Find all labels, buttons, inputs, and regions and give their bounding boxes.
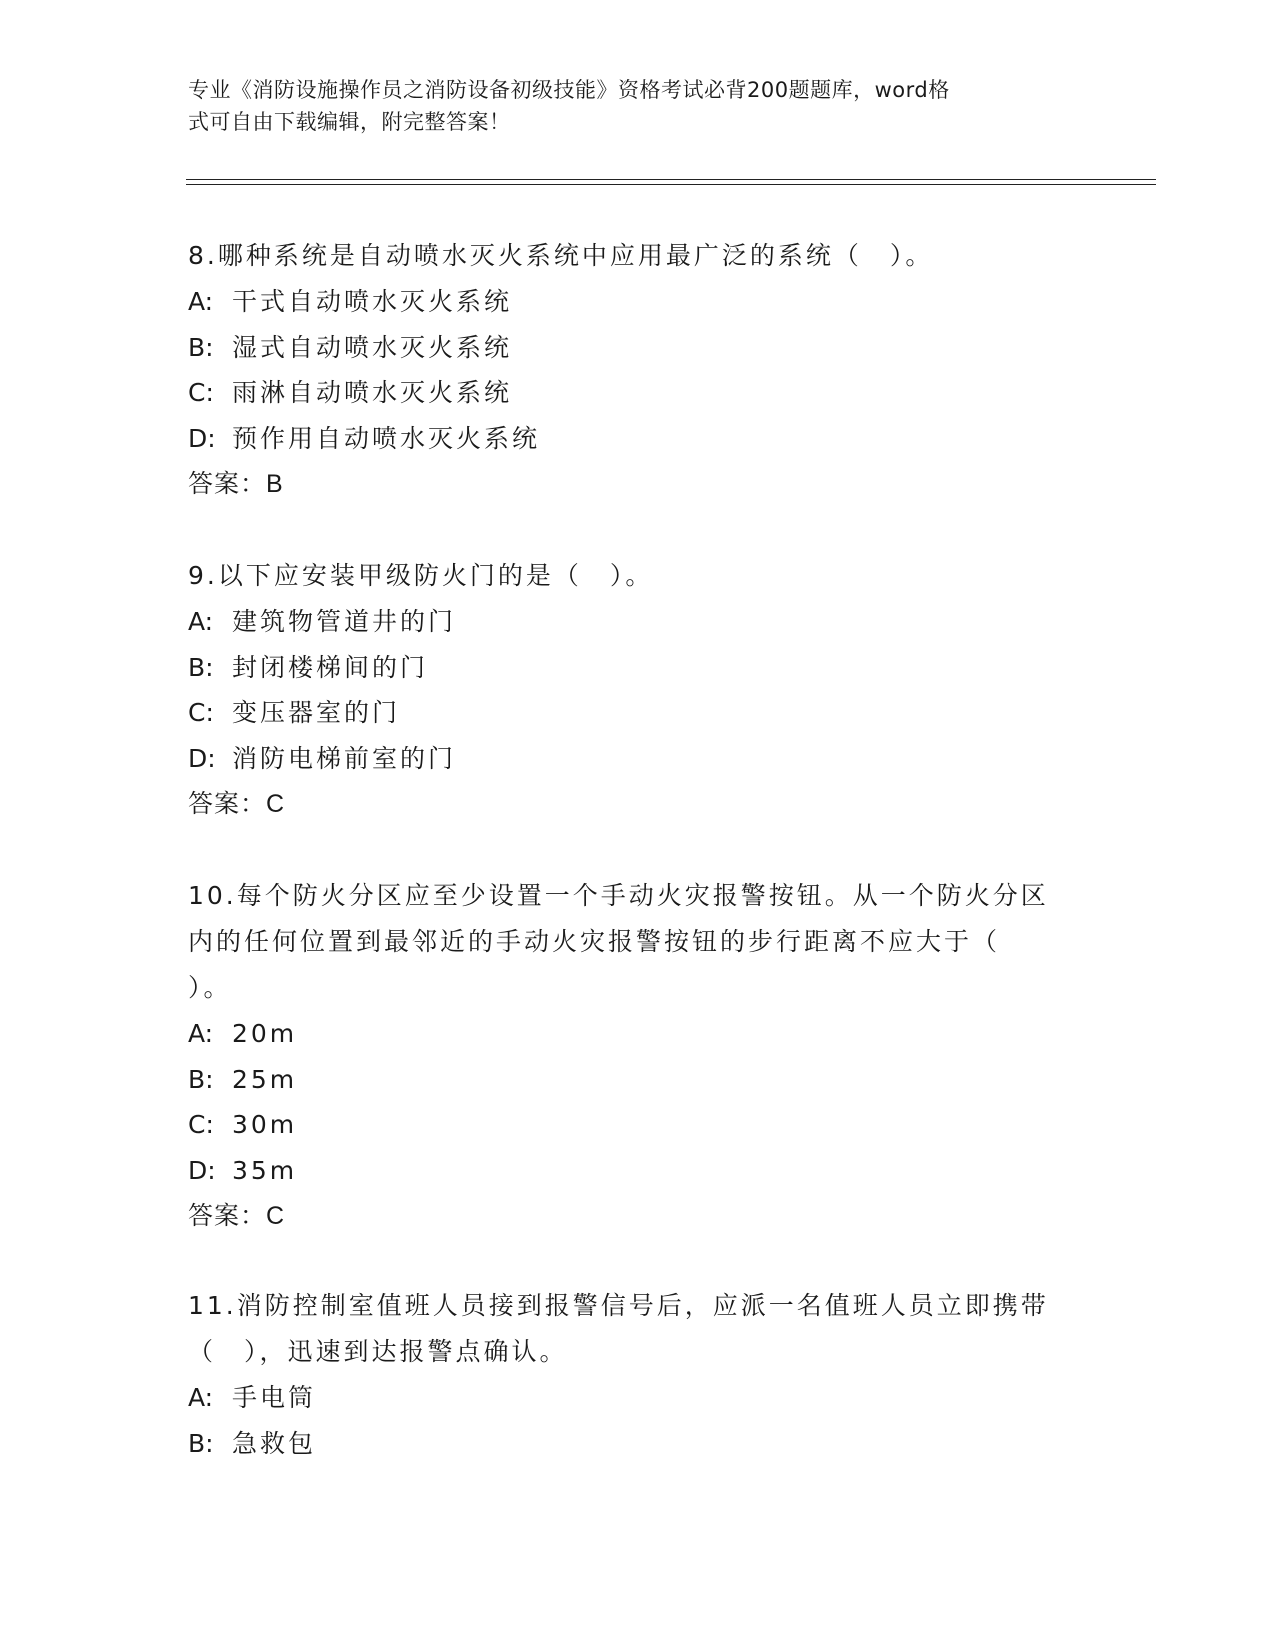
option-c [188, 690, 1088, 736]
question-stem-line-2: 内的任何位置到最邻近的手动火灾报警按钮的步行距离不应大于（ [188, 927, 1001, 956]
option-a [188, 279, 1088, 325]
option-label: D: [188, 743, 216, 773]
option-b [188, 645, 1088, 691]
question-9 [188, 553, 1088, 827]
option-d [188, 1148, 1088, 1194]
answer: 答案：B [188, 470, 284, 498]
option-label: C: [188, 1110, 214, 1139]
option-b [188, 325, 1088, 371]
header-divider-bottom [186, 184, 1156, 185]
option-text: 30m [232, 1110, 298, 1139]
option-text: 预作用自动喷水灭火系统 [232, 423, 541, 453]
option-text: 25m [232, 1064, 298, 1094]
option-label: D: [188, 423, 216, 453]
document-header [188, 74, 1068, 138]
option-text: 建筑物管道井的门 [232, 607, 457, 636]
option-label: C: [188, 378, 214, 407]
option-label: A: [188, 287, 214, 316]
question-10 [188, 873, 1088, 1239]
option-label: A: [188, 1383, 214, 1412]
question-8 [188, 233, 1088, 507]
option-text: 封闭楼梯间的门 [232, 652, 429, 682]
question-11 [188, 1283, 1088, 1466]
option-a [188, 1375, 1088, 1421]
option-c [188, 1102, 1088, 1148]
option-b [188, 1057, 1088, 1103]
option-a [188, 599, 1088, 645]
answer: 答案：C [188, 1202, 286, 1230]
option-b [188, 1421, 1088, 1467]
option-text: 变压器室的门 [232, 698, 401, 727]
header-divider-top [186, 179, 1156, 180]
option-label: D: [188, 1155, 216, 1185]
option-text: 湿式自动喷水灭火系统 [232, 332, 513, 362]
question-stem: 8.哪种系统是自动喷水灭火系统中应用最广泛的系统（ ）。 [188, 241, 934, 270]
option-label: B: [188, 1428, 214, 1458]
answer: 答案：C [188, 790, 286, 818]
option-text: 20m [232, 1019, 298, 1048]
option-text: 消防电梯前室的门 [232, 743, 457, 773]
option-label: B: [188, 1064, 214, 1094]
option-text: 雨淋自动喷水灭火系统 [232, 378, 513, 407]
option-text: 手电筒 [232, 1383, 317, 1412]
question-stem-line-1: 10.每个防火分区应至少设置一个手动火灾报警按钮。从一个防火分区 [188, 881, 1049, 910]
option-d [188, 416, 1088, 462]
option-a [188, 1011, 1088, 1057]
option-text: 急救包 [232, 1428, 317, 1458]
option-label: B: [188, 652, 214, 682]
option-c [188, 370, 1088, 416]
header-line-1: 专业《消防设施操作员之消防设备初级技能》资格考试必背200题题库，word格 [188, 78, 950, 102]
option-text: 35m [232, 1155, 298, 1185]
question-stem-line-3: ）。 [188, 973, 232, 1002]
option-label: A: [188, 607, 214, 636]
option-label: A: [188, 1019, 214, 1048]
option-label: C: [188, 698, 214, 727]
question-stem: 9.以下应安装甲级防火门的是（ ）。 [188, 561, 654, 590]
question-stem-line-1: 11.消防控制室值班人员接到报警信号后，应派一名值班人员立即携带 [188, 1291, 1049, 1320]
question-stem-line-2: （ ），迅速到达报警点确认。 [188, 1337, 568, 1366]
option-text: 干式自动喷水灭火系统 [232, 287, 513, 316]
option-d [188, 736, 1088, 782]
option-label: B: [188, 332, 214, 362]
header-line-2: 式可自由下载编辑，附完整答案！ [188, 110, 511, 134]
